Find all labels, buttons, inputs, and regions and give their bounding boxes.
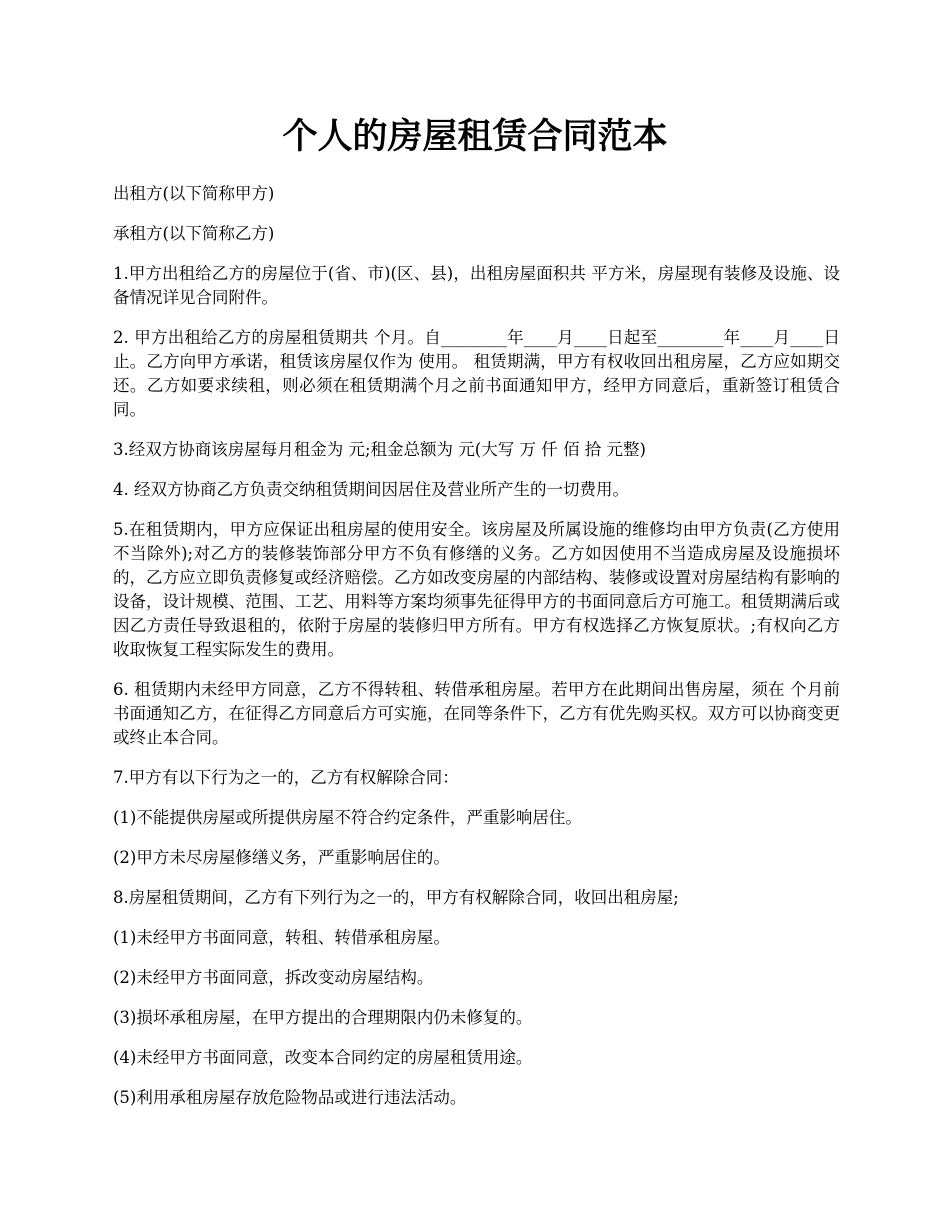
paragraph-lessor: 出租方(以下简称甲方): [113, 184, 275, 203]
clause-8-item-1: (1)未经甲方书面同意，转租、转借承租房屋。: [113, 928, 450, 947]
clause-7-item-2: (2)甲方未尽房屋修缮义务，严重影响居住的。: [113, 848, 450, 867]
clause-4: 4. 经双方协商乙方负责交纳租赁期间因居住及营业所产生的一切费用。: [113, 480, 629, 499]
clause-8-item-5: (5)利用承租房屋存放危险物品或进行违法活动。: [113, 1088, 467, 1107]
clause-1: 1.甲方出租给乙方的房屋位于(省、市)(区、县)，出租房屋面积共 平方米，房屋现有装修及设施、设备情况详见合同附件。: [113, 264, 840, 307]
document-body: [113, 182, 840, 1126]
clause-5: 5.在租赁期内，甲方应保证出租房屋的使用安全。该房屋及所属设施的维修均由甲方负责(乙方使用不当除外);对乙方的装修装饰部分甲方不负有修缮的义务。乙方如因使用不当造成房屋及设施损坏的，乙方应立即负责修复或经济赔偿。乙方如改变房屋的内部结构、装修或设置对房屋结构有影响的设备，设计规模、范围、工艺、用料等方案均须事先征得甲方的书面同意后方可施工。租赁期满后或因乙方责任导致退租的，依附于房屋的装修归甲方所有。甲方有权选择乙方恢复原状。;有权向乙方收取恢复工程实际发生的费用。: [113, 520, 840, 659]
clause-6: 6. 租赁期内未经甲方同意，乙方不得转租、转借承租房屋。若甲方在此期间出售房屋，须在 个月前书面通知乙方，在征得乙方同意后方可实施，在同等条件下，乙方有优先购买权。双方可以协商变更或终止本合同。: [113, 680, 840, 747]
paragraph-lessee: 承租方(以下简称乙方): [113, 224, 275, 243]
clause-8-item-3: (3)损坏承租房屋，在甲方提出的合理期限内仍未修复的。: [113, 1008, 533, 1027]
document-title: 个人的房屋租赁合同范本: [282, 116, 668, 157]
clause-7-item-1: (1)不能提供房屋或所提供房屋不符合约定条件，严重影响居住。: [113, 808, 582, 827]
clause-8: 8.房屋租赁期间，乙方有下列行为之一的，甲方有权解除合同，收回出租房屋;: [113, 888, 679, 907]
clause-2: 2. 甲方出租给乙方的房屋租赁期共 个月。自________年____月____日起至________年____月____日止。乙方向甲方承诺，租赁该房屋仅作为 使用。 租赁期满，甲方有权收回出租房屋，乙方应如期交还。乙方如要求续租，则必须在租赁期满个月之前书面通知甲方，经甲方同意后，重新签订租赁合同。: [113, 328, 840, 419]
clause-8-item-2: (2)未经甲方书面同意，拆改变动房屋结构。: [113, 968, 434, 987]
clause-7: 7.甲方有以下行为之一的，乙方有权解除合同：: [113, 768, 459, 787]
clause-3: 3.经双方协商该房屋每月租金为 元;租金总额为 元(大写 万 仟 佰 拾 元整): [113, 440, 646, 459]
clause-8-item-4: (4)未经甲方书面同意，改变本合同约定的房屋租赁用途。: [113, 1048, 533, 1067]
